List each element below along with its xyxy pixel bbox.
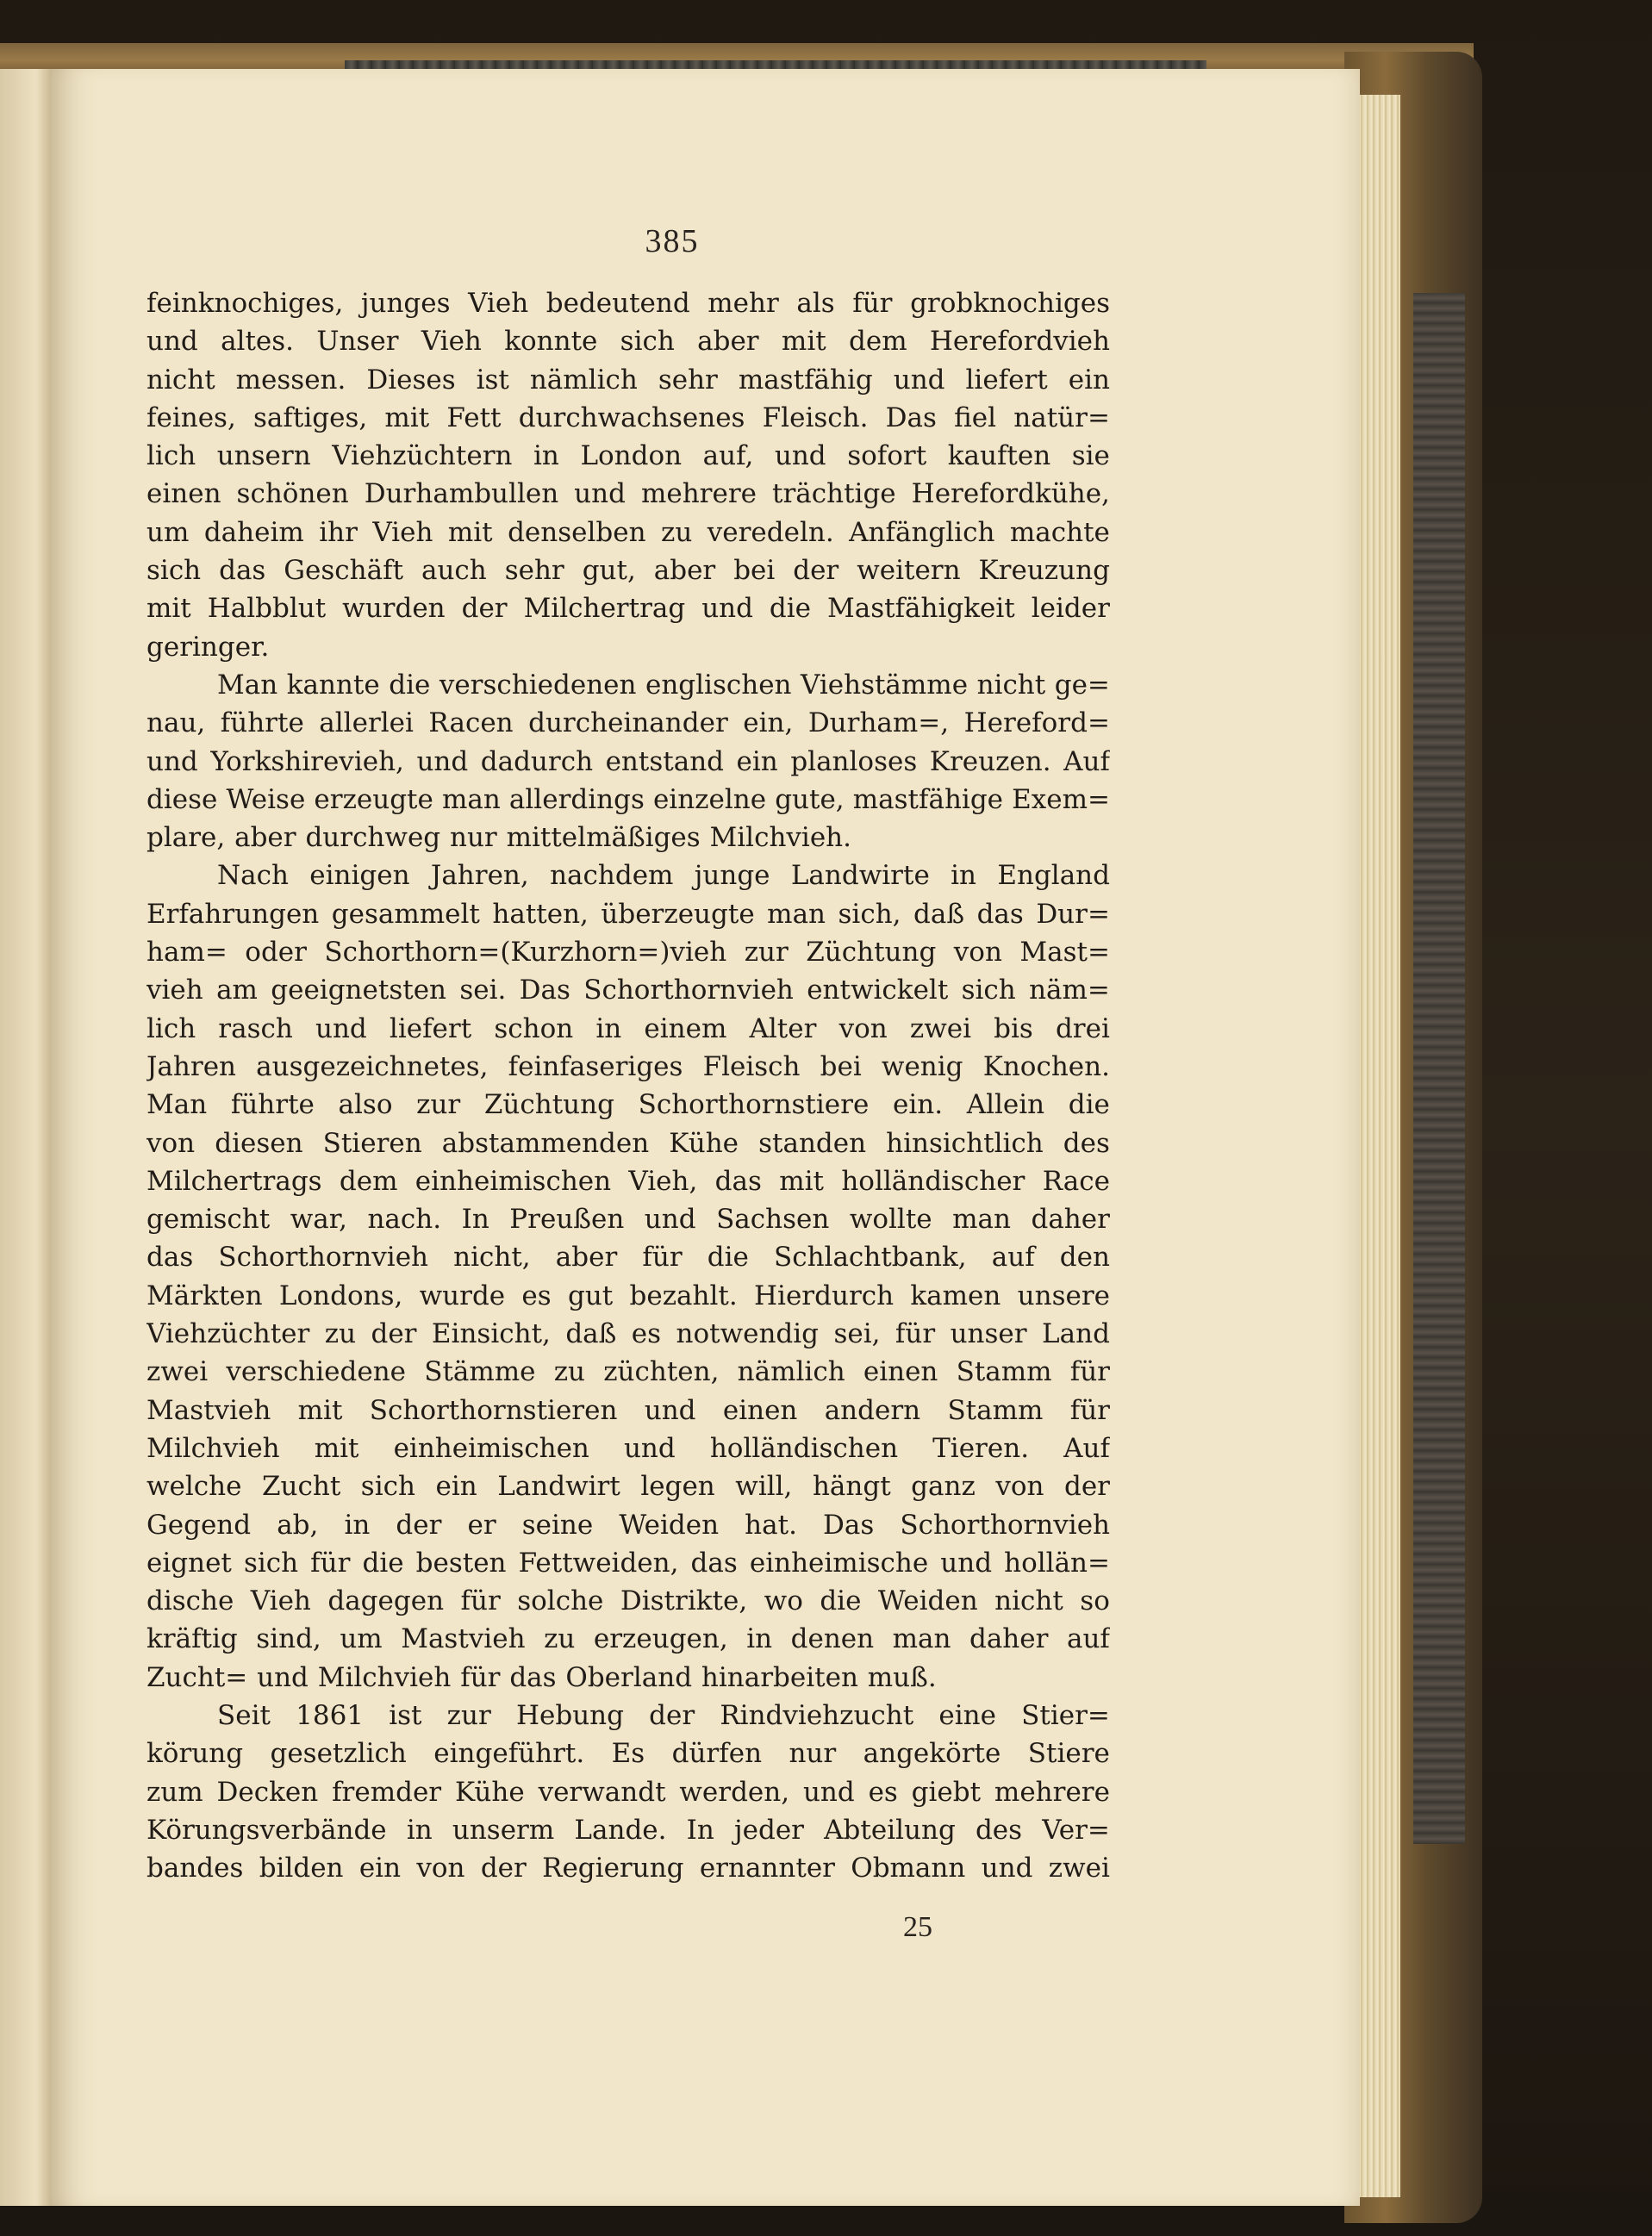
text-line: Körungsverbände in unserm Lande. In jeder Abteilung des Ver= bbox=[146, 1814, 1110, 1846]
text-line: mit Halbblut wurden der Milchertrag und die Mastfähigkeit leider bbox=[146, 593, 1110, 625]
text-line: Zucht= und Milchvieh für das Oberland hinarbeiten muß. bbox=[146, 1661, 937, 1693]
text-line: um daheim ihr Vieh mit denselben zu veredeln. Anfänglich machte bbox=[146, 516, 1110, 548]
text-line: Man kannte die verschiedenen englischen Viehstämme nicht ge= bbox=[217, 669, 1110, 701]
text-line: ham= oder Schorthorn=(Kurzhorn=)vieh zur Züchtung von Mast= bbox=[146, 937, 1110, 969]
text-line: feinknochiges, junges Vieh bedeutend mehr als für grobknochiges bbox=[146, 288, 1110, 319]
text-line: nau, führte allerlei Racen durcheinander ein, Durham=, Hereford= bbox=[146, 707, 1110, 739]
text-line: bandes bilden ein von der Regierung ernannter Obmann und zwei bbox=[146, 1853, 1110, 1884]
text-line: Mastvieh mit Schorthornstieren und einen andern Stamm für bbox=[146, 1394, 1110, 1426]
text-line: Man führte also zur Züchtung Schorthornstiere ein. Allein die bbox=[146, 1089, 1110, 1121]
text-line: einen schönen Durhambullen und mehrere trächtige Herefordkühe, bbox=[146, 478, 1110, 510]
text-line: Nach einigen Jahren, nachdem junge Landwirte in England bbox=[217, 860, 1110, 892]
text-line: nicht messen. Dieses ist nämlich sehr mastfähig und liefert ein bbox=[146, 364, 1110, 396]
text-line: Märkten Londons, wurde es gut bezahlt. Hierdurch kamen unsere bbox=[146, 1280, 1110, 1311]
text-line: Erfahrungen gesammelt hatten, überzeugte man sich, daß das Dur= bbox=[146, 898, 1110, 930]
page-number: 385 bbox=[645, 223, 700, 259]
book-cover-cloth bbox=[1413, 293, 1465, 1844]
text-line: Milchvieh mit einheimischen und holländischen Tieren. Auf bbox=[146, 1432, 1110, 1464]
text-line: zum Decken fremder Kühe verwandt werden, und es giebt mehrere bbox=[146, 1776, 1110, 1808]
text-line: welche Zucht sich ein Landwirt legen will, hängt ganz von der bbox=[146, 1471, 1110, 1503]
text-line: von diesen Stieren abstammenden Kühe standen hinsichtlich des bbox=[146, 1127, 1110, 1159]
text-line: Viehzüchter zu der Einsicht, daß es notwendig sei, für unser Land bbox=[146, 1318, 1110, 1350]
text-line: Milchertrags dem einheimischen Vieh, das mit holländischer Race bbox=[146, 1165, 1110, 1197]
text-line: gemischt war, nach. In Preußen und Sachsen wollte man daher bbox=[146, 1204, 1110, 1236]
text-line: kräftig sind, um Mastvieh zu erzeugen, in denen man daher auf bbox=[146, 1623, 1110, 1655]
text-line: Gegend ab, in der er seine Weiden hat. Das Schorthornvieh bbox=[146, 1509, 1110, 1541]
signature-mark: 25 bbox=[903, 1911, 932, 1943]
text-line: und altes. Unser Vieh konnte sich aber mit dem Herefordvieh bbox=[146, 326, 1110, 358]
text-line: geringer. bbox=[146, 631, 270, 663]
text-line: das Schorthornvieh nicht, aber für die Schlachtbank, auf den bbox=[146, 1242, 1110, 1274]
text-line: lich rasch und liefert schon in einem Alter von zwei bis drei bbox=[146, 1012, 1110, 1044]
page-stack-edges bbox=[1357, 95, 1400, 2197]
text-line: dische Vieh dagegen für solche Distrikte, wo die Weiden nicht so bbox=[146, 1585, 1110, 1617]
text-line: zwei verschiedene Stämme zu züchten, nämlich einen Stamm für bbox=[146, 1356, 1110, 1388]
text-line: und Yorkshirevieh, und dadurch entstand ein planloses Kreuzen. Auf bbox=[146, 745, 1110, 777]
body-text bbox=[146, 284, 1110, 1887]
text-line: plare, aber durchweg nur mittelmäßiges Milchvieh. bbox=[146, 822, 852, 854]
facing-page-edge bbox=[0, 69, 52, 2206]
text-line: körung gesetzlich eingeführt. Es dürfen nur angekörte Stiere bbox=[146, 1738, 1110, 1770]
text-line: diese Weise erzeugte man allerdings einzelne gute, mastfähige Exem= bbox=[146, 783, 1110, 815]
text-line: Jahren ausgezeichnetes, feinfaseriges Fleisch bei wenig Knochen. bbox=[146, 1050, 1110, 1082]
text-line: vieh am geeignetsten sei. Das Schorthornvieh entwickelt sich näm= bbox=[146, 975, 1110, 1006]
text-line: Seit 1861 ist zur Hebung der Rindviehzucht eine Stier= bbox=[217, 1699, 1110, 1731]
text-line: feines, saftiges, mit Fett durchwachsenes Fleisch. Das fiel natür= bbox=[146, 402, 1110, 433]
text-line: eignet sich für die besten Fettweiden, das einheimische und hollän= bbox=[146, 1547, 1110, 1579]
text-line: sich das Geschäft auch sehr gut, aber bei der weitern Kreuzung bbox=[146, 555, 1110, 587]
text-line: lich unsern Viehzüchtern in London auf, und sofort kauften sie bbox=[146, 440, 1110, 472]
